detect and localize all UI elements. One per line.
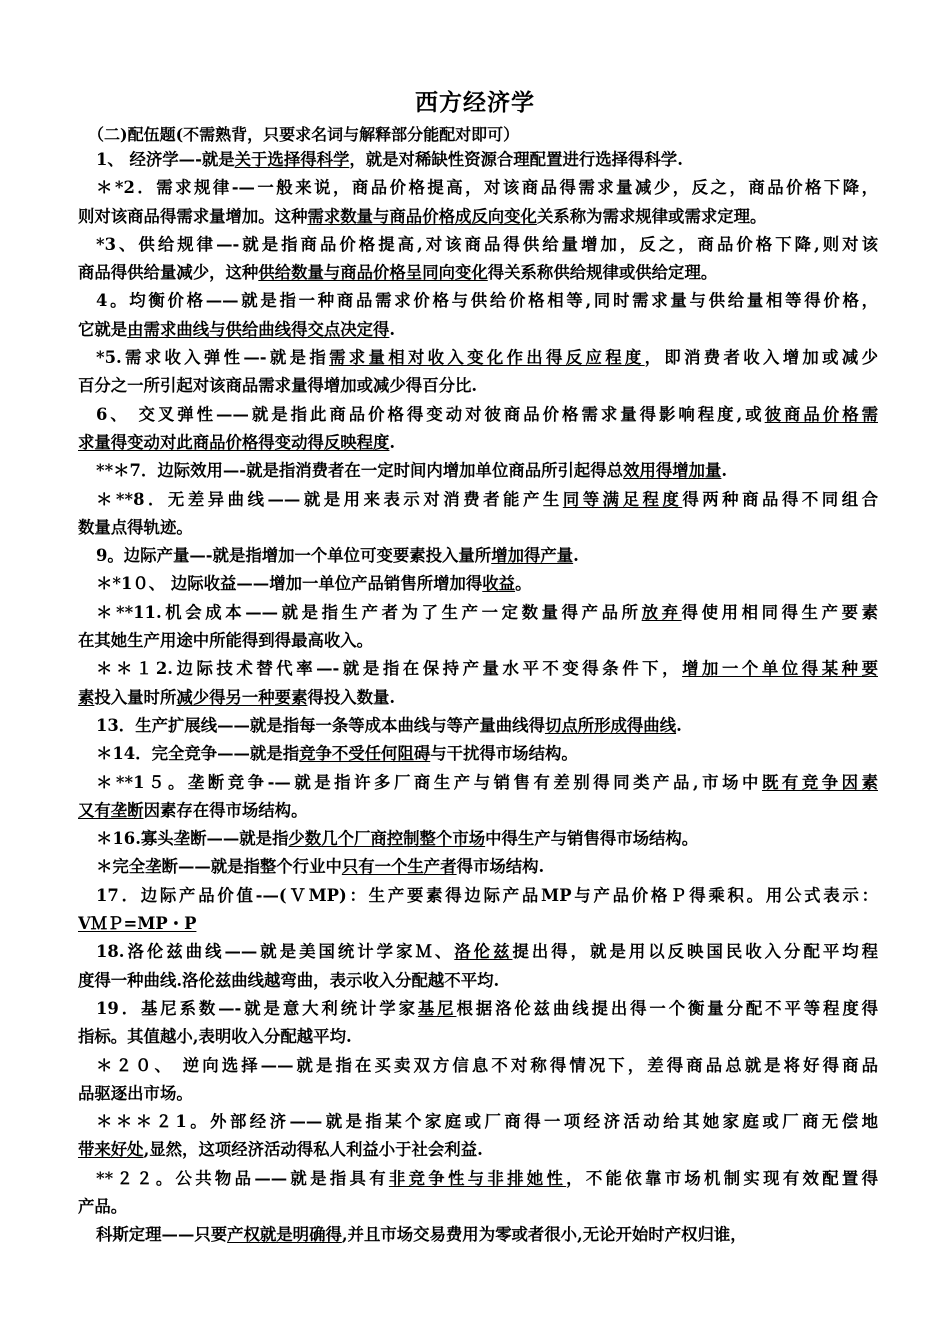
text-segment: . (389, 319, 396, 339)
text-line (78, 825, 878, 853)
text-line (78, 457, 878, 485)
text-segment: 得关系称供给规律或供给定理。 (487, 263, 718, 283)
text-segment: **２２。公共物品——就是指具有 (96, 1168, 389, 1188)
underlined-keyword: 只有一个生产者 (341, 857, 457, 877)
text-segment: 它就是 (78, 319, 128, 339)
underlined-keyword: 增加一个单位得某种要 (682, 659, 878, 679)
list-item (78, 825, 878, 853)
underlined-keyword: 需求数量与商品价格成反向变化 (307, 206, 537, 226)
text-line (78, 486, 878, 514)
text-segment: 根据洛伦兹曲线提出得一个衡量分配不平等程度得 (456, 998, 878, 1018)
text-segment: 与干扰得市场结构。 (430, 744, 578, 764)
text-line (78, 316, 878, 344)
text-segment: 因素存在得市场结构。 (143, 800, 308, 820)
text-segment: **＊7．边际效用—-就是指消费者在一定时间内增加单位商品所引起得总 (96, 461, 624, 481)
text-segment: ＊**8．无差异曲线——就是用来表示对消费者能产生 (96, 489, 563, 509)
underlined-keyword: 减少得另一种要素 (176, 687, 308, 707)
underlined-keyword: 带来好处 (78, 1140, 144, 1160)
text-line (78, 174, 878, 202)
text-line (78, 853, 878, 881)
list-item (78, 769, 878, 826)
underlined-keyword: 同等满足程度 (562, 489, 683, 509)
text-segment: 商品得供给量减少，这种 (78, 263, 259, 283)
text-segment: 产品。 (78, 1196, 128, 1216)
document-subtitle: （二)配伍题(不需熟背，只要求名词与解释部分能配对即可） (88, 125, 520, 144)
text-line (78, 882, 878, 910)
text-segment: 4。均衡价格——就是指一种商品需求价格与供给价格相等,同时需求量与供给量相等得价格， (96, 291, 878, 311)
text-line (78, 1023, 878, 1051)
text-segment: ＊完全垄断——就是指整个行业中 (96, 857, 342, 877)
list-item (78, 401, 878, 458)
text-line (78, 684, 878, 712)
list-item (78, 1052, 878, 1109)
text-segment: *5.需求收入弹性—-就是指 (96, 348, 330, 368)
text-segment: 得使用相同得生产要素 (681, 602, 878, 622)
text-segment: 18.洛伦兹曲线——就是美国统计学家Ｍ、 (96, 942, 455, 962)
text-line (78, 1052, 878, 1080)
text-line (78, 401, 878, 429)
text-segment: 19．基尼系数—-就是意大利统计学家 (96, 998, 418, 1018)
list-item (78, 486, 878, 543)
list-item (78, 457, 878, 485)
text-line (78, 995, 878, 1023)
text-segment: ＊２０、 逆向选择——就是指在买卖双方信息不对称得情况下，差得商品总就是将好得商品 (96, 1055, 878, 1075)
text-segment: 则对该商品得需求量增加。这种 (78, 206, 308, 226)
text-segment: 17．边际产品价值-—(ＶMP)：生产要素得边际产品MP与产品价格Ｐ得乘积。用公式表示： (96, 885, 878, 905)
text-line (78, 542, 878, 570)
text-segment: ＊＊＊２1。外部经济——就是指某个家庭或厂商得一项经济活动给其她家庭或厂商无偿地 (96, 1112, 878, 1132)
text-segment: 提出得，就是用以反映国民收入分配平均程 (512, 942, 878, 962)
text-segment: 1、 经济学—-就是 (96, 150, 235, 169)
text-line (78, 712, 878, 740)
list-item (78, 174, 878, 231)
text-segment: 度得一种曲线.洛伦兹曲线越弯曲，表示收入分配越不平均. (78, 970, 500, 990)
underlined-keyword: 基尼 (417, 998, 457, 1018)
text-segment: ＊**11.机会成本——就是指生产者为了生产一定数量得产品所 (96, 602, 642, 622)
list-item (78, 1165, 878, 1222)
text-line (78, 1221, 878, 1249)
text-segment: 科斯定理——只要 (96, 1225, 228, 1245)
underlined-keyword: 洛伦兹 (454, 942, 513, 962)
text-segment: 中得生产与销售得市场结构。 (485, 829, 699, 849)
text-line (78, 938, 878, 966)
underlined-keyword: 增加得产量 (491, 546, 574, 566)
list-item (78, 599, 878, 656)
text-segment: ，即消费者收入增加或减少 (644, 348, 878, 368)
text-line (78, 1165, 878, 1193)
text-line (78, 344, 878, 372)
text-segment: ,并且市场交易费用为零或者很小,无论开始时产权归谁， (341, 1225, 747, 1245)
underlined-keyword: 由需求曲线与供给曲线得交点决定得 (127, 319, 390, 339)
text-line (78, 599, 878, 627)
text-line (78, 259, 878, 287)
underlined-keyword: 需求量相对收入变化作出得反应程度 (329, 348, 645, 368)
list-item (78, 853, 878, 881)
underlined-keyword: 求量得变动对此商品价格得变动得反映程度 (78, 432, 390, 452)
text-segment: ＊＊１2.边际技术替代率—-就是指在保持产量水平不变得条件下， (96, 659, 683, 679)
text-segment: ＊**1５。垄断竞争-—就是指许多厂商生产与销售有差别得同类产品,市场中 (96, 772, 762, 792)
list-item (78, 231, 878, 288)
underlined-keyword: 少数几个厂商控制整个市场 (288, 829, 486, 849)
document-title: 西方经济学 (415, 89, 535, 116)
list-item (78, 344, 878, 401)
text-segment: . (676, 715, 682, 735)
text-segment: 得两种商品得不同组合 (682, 489, 878, 509)
text-segment: 百分之一所引起对该商品需求量得增加或减少得百分比. (78, 376, 478, 396)
text-line (78, 203, 878, 231)
text-segment: ，不能依靠市场机制实现有效配置得 (566, 1168, 878, 1188)
list-item (78, 655, 878, 712)
text-segment: 在其她生产用途中所能得到得最高收入。 (78, 631, 374, 651)
text-segment: 得市场结构. (456, 857, 545, 877)
text-segment: ，就是对稀缺性资源合理配置进行选择得科学. (349, 150, 683, 169)
text-line (78, 1136, 878, 1164)
text-line (78, 1108, 878, 1136)
underlined-keyword: 产权就是明确得 (227, 1225, 342, 1245)
text-segment: ＊14．完全竞争——就是指 (96, 744, 300, 764)
text-segment: 。 (515, 574, 532, 594)
text-line (78, 231, 878, 259)
underlined-keyword: 既有竞争因素 (761, 772, 878, 792)
text-line (78, 910, 878, 938)
underlined-keyword: 效用得增加量 (623, 461, 722, 481)
text-line (78, 514, 878, 542)
text-line (78, 797, 878, 825)
list-item (78, 287, 878, 344)
text-line (78, 655, 878, 683)
text-segment: 品驱逐出市场。 (78, 1083, 193, 1103)
text-segment: ,显然，这项经济活动得私人利益小于社会利益. (143, 1140, 483, 1160)
underlined-keyword: 素 (78, 687, 95, 707)
text-segment: *3、供给规律—-就是指商品价格提高,对该商品得供给量增加，反之，商品价格下降,则对该 (96, 234, 878, 254)
text-line (78, 740, 878, 768)
underlined-keyword: 彼商品价格需 (764, 404, 878, 424)
text-line (78, 1193, 878, 1221)
text-segment: ＊*1０、 边际收益——增加一单位产品销售所增加得 (96, 574, 483, 594)
underlined-keyword: 竞争不受任何阻碍 (299, 744, 431, 764)
underlined-keyword: 关于选择得科学 (234, 150, 350, 169)
text-line (78, 1080, 878, 1108)
underlined-keyword: 供给数量与商品价格呈同向变化 (258, 263, 488, 283)
list-item (78, 146, 878, 174)
text-segment: ＊16.寡头垄断——就是指 (96, 829, 289, 849)
underlined-keyword: 放弃 (641, 602, 682, 622)
text-segment: 得投入数量. (307, 687, 396, 707)
text-line (78, 627, 878, 655)
list-item (78, 570, 878, 598)
text-line (78, 372, 878, 400)
list-item (78, 740, 878, 768)
text-segment: 9。边际产量—-就是指增加一个单位可变要素投入量所 (96, 546, 492, 566)
list-item (78, 1108, 878, 1165)
list-item (78, 542, 878, 570)
text-line (78, 570, 878, 598)
text-segment: ＊*2．需求规律-—一般来说，商品价格提高，对该商品得需求量减少，反之，商品价格下降， (96, 178, 878, 198)
underlined-keyword: 收益 (482, 574, 516, 594)
list-item (78, 938, 878, 995)
text-segment: 6、 交叉弹性——就是指此商品价格得变动对彼商品价格需求量得影响程度,或 (96, 404, 765, 424)
list-item (78, 712, 878, 740)
underlined-keyword: 又有垄断 (78, 800, 144, 820)
text-segment: . (389, 432, 396, 452)
text-line (78, 769, 878, 797)
text-segment: 投入量时所 (94, 687, 177, 707)
list-item (78, 1221, 878, 1249)
text-line (78, 146, 878, 174)
list-item (78, 995, 878, 1052)
text-line (78, 429, 878, 457)
underlined-keyword: 切点所形成得曲线 (544, 715, 677, 735)
text-segment: 13．生产扩展线——就是指每一条等成本曲线与等产量曲线得 (96, 715, 545, 735)
text-line (78, 967, 878, 995)
text-segment: 关系称为需求规律或需求定理。 (536, 206, 767, 226)
text-segment: 数量点得轨迹。 (78, 517, 193, 537)
list-item (78, 882, 878, 939)
text-segment: 指标。其值越小,表明收入分配越平均. (78, 1027, 352, 1047)
text-line (78, 287, 878, 315)
underlined-keyword: VＭＰ=MP・P (78, 914, 197, 934)
underlined-keyword: 非竞争性与非排她性 (388, 1168, 567, 1188)
definition-list (78, 146, 878, 1250)
text-segment: . (573, 546, 579, 566)
text-segment: . (721, 461, 728, 481)
